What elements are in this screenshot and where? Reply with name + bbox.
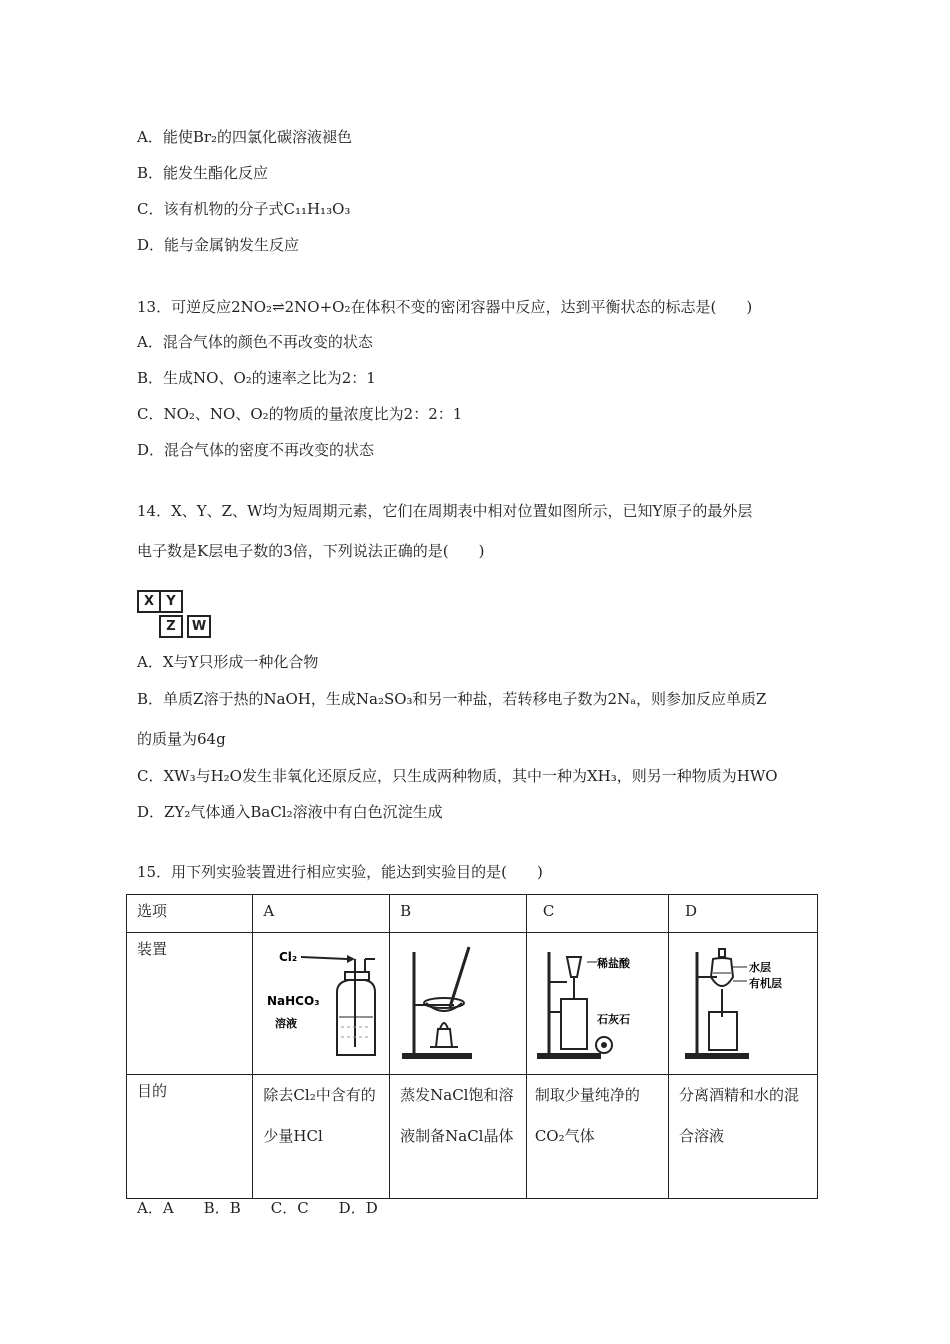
device-label: 装置 [127, 933, 253, 1075]
grid-cell-z: Z [159, 615, 183, 638]
evaporation-setup-image [394, 937, 519, 1065]
q12-option-c: C．该有机物的分子式C₁₁H₁₃O₃ [137, 200, 351, 218]
grid-cell-y: Y [159, 590, 183, 613]
co2-generator-image [531, 937, 656, 1065]
q15-stem: 15．用下列实验装置进行相应实验，能达到实验目的是( ) [137, 863, 543, 881]
header-b: B [390, 895, 527, 933]
header-d: D [669, 895, 818, 933]
q13-option-d: D．混合气体的密度不再改变的状态 [137, 441, 375, 459]
grid-cell-x: X [137, 590, 161, 613]
svg-text:Cl₂: Cl₂ [279, 950, 298, 964]
svg-text:稀盐酸: 稀盐酸 [596, 957, 630, 970]
svg-text:溶液: 溶液 [275, 1017, 298, 1030]
experiment-table [126, 894, 818, 1199]
q14-stem-line2: 电子数是K层电子数的3倍，下列说法正确的是( ) [137, 542, 485, 560]
q13-option-b: B．生成NO、O₂的速率之比为2：1 [137, 369, 376, 387]
grid-cell-w: W [187, 615, 211, 638]
q12-option-a: A．能使Br₂的四氯化碳溶液褪色 [137, 128, 353, 146]
q13-stem: 13．可逆反应2NO₂⇌2NO+O₂在体积不变的密闭容器中反应，达到平衡状态的标志是( ) [137, 298, 753, 316]
q14-option-b-line1: B．单质Z溶于热的NaOH，生成Na₂SO₃和另一种盐，若转移电子数为2Nₐ，则参加反应单质Z [137, 690, 767, 708]
apparatus-a [253, 933, 390, 1075]
q12-option-d: D．能与金属钠发生反应 [137, 236, 300, 254]
q14-option-b-line2: 的质量为64g [137, 730, 226, 748]
table-device-row [127, 933, 818, 1075]
svg-text:水层: 水层 [749, 961, 771, 974]
apparatus-b [390, 933, 527, 1075]
svg-text:NaHCO₃: NaHCO₃ [267, 994, 320, 1008]
q13-option-c: C．NO₂、NO、O₂的物质的量浓度比为2：2：1 [137, 405, 463, 423]
apparatus-d [669, 933, 818, 1075]
purpose-b: 蒸发NaCl饱和溶液制备NaCl晶体 [390, 1075, 527, 1199]
q14-option-d: D．ZY₂气体通入BaCl₂溶液中有白色沉淀生成 [137, 803, 443, 821]
svg-text:石灰石: 石灰石 [596, 1013, 630, 1026]
q12-option-b: B．能发生酯化反应 [137, 164, 269, 182]
q14-option-a: A．X与Y只形成一种化合物 [137, 653, 319, 671]
table-header-row [127, 895, 818, 933]
separatory-funnel-image [673, 937, 813, 1065]
periodic-position-grid [137, 586, 217, 640]
header-a: A [253, 895, 390, 933]
purpose-a: 除去Cl₂中含有的少量HCl [253, 1075, 390, 1199]
header-c: C [526, 895, 668, 933]
header-option: 选项 [127, 895, 253, 933]
q14-option-c: C．XW₃与H₂O发生非氧化还原反应，只生成两种物质，其中一种为XH₃，则另一种物质为HWO [137, 767, 778, 785]
q15-answer-options: A．A B．B C．C D．D [137, 1199, 378, 1217]
q14-stem-line1: 14．X、Y、Z、W均为短周期元素，它们在周期表中相对位置如图所示，已知Y原子的最外层 [137, 502, 753, 520]
purpose-label: 目的 [127, 1075, 253, 1199]
q13-option-a: A．混合气体的颜色不再改变的状态 [137, 333, 373, 351]
gas-washing-bottle-image [257, 937, 382, 1065]
table-purpose-row [127, 1075, 818, 1199]
apparatus-c [526, 933, 668, 1075]
svg-text:有机层: 有机层 [749, 977, 782, 990]
purpose-d: 分离酒精和水的混合溶液 [669, 1075, 818, 1199]
purpose-c: 制取少量纯净的CO₂气体 [526, 1075, 668, 1199]
